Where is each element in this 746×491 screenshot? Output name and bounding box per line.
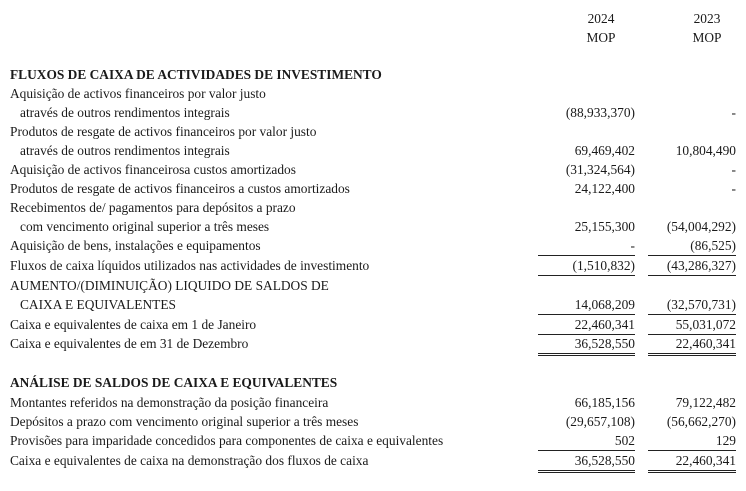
- value-2023: 22,460,341: [675, 453, 736, 468]
- value-2024: -: [630, 238, 635, 253]
- value-2024: 14,068,209: [574, 297, 635, 312]
- value-2024: 66,185,156: [574, 395, 635, 410]
- column-header-2023: [667, 9, 746, 47]
- currency-label: MOP: [692, 30, 722, 45]
- closing-balance-row: Caixa e equivalentes de em 31 de Dezembro 36,528,550 22,460,341: [10, 334, 736, 353]
- value-2023: 22,460,341: [675, 336, 736, 351]
- value-2024: (88,933,370): [565, 105, 635, 120]
- year-label: 2024: [587, 11, 615, 26]
- statement-row: Depósitos a prazo com vencimento original superior a três meses (29,657,108) (56,662,270): [10, 414, 736, 429]
- column-header-2024: [561, 9, 641, 47]
- value-2024: 25,155,300: [574, 219, 635, 234]
- value-2024: (31,324,564): [565, 162, 635, 177]
- opening-balance-row: Caixa e equivalentes de caixa em 1 de Janeiro 22,460,341 55,031,072: [10, 315, 736, 334]
- value-2024: 36,528,550: [574, 336, 635, 351]
- value-2023: (43,286,327): [666, 258, 736, 273]
- section-title-investing: FLUXOS DE CAIXA DE ACTIVIDADES DE INVESTIMENTO: [10, 67, 382, 82]
- value-2023: 55,031,072: [675, 317, 736, 332]
- currency-label: MOP: [586, 30, 616, 45]
- value-2024: (29,657,108): [565, 414, 635, 429]
- section-title-analysis: ANÁLISE DE SALDOS DE CAIXA E EQUIVALENTES: [10, 375, 338, 390]
- value-2024: (1,510,832): [572, 258, 635, 273]
- statement-row: Montantes referidos na demonstração da posição financeira 66,185,156 79,122,482: [10, 395, 736, 410]
- value-2023: 79,122,482: [675, 395, 736, 410]
- statement-row: Provisões para imparidade concedidos para componentes de caixa e equivalentes 502 129: [10, 431, 736, 450]
- total-row-analysis: Caixa e equivalentes de caixa na demonstração dos fluxos de caixa 36,528,550 22,460,341: [10, 451, 736, 470]
- value-2023: (86,525): [690, 238, 736, 253]
- statement-row: Produtos de resgate de activos financeiros a custos amortizados 24,122,400 -: [10, 181, 736, 196]
- value-2023: -: [731, 181, 736, 196]
- statement-row: com vencimento original superior a três meses 25,155,300 (54,004,292): [20, 219, 736, 234]
- statement-row: Produtos de resgate de activos financeiros por valor justo: [10, 124, 317, 139]
- statement-row: AUMENTO/(DIMINUIÇÃO) LIQUIDO DE SALDOS DE: [10, 278, 329, 293]
- value-2024: 502: [614, 433, 635, 448]
- value-2024: 24,122,400: [574, 181, 635, 196]
- value-2024: 36,528,550: [574, 453, 635, 468]
- statement-row: Aquisição de activos financeiros por valor justo: [10, 86, 266, 101]
- value-2023: -: [731, 105, 736, 120]
- net-change-row: CAIXA E EQUIVALENTES 14,068,209 (32,570,731): [10, 295, 736, 314]
- value-2023: 129: [715, 433, 736, 448]
- subtotal-row-investing: Fluxos de caixa líquidos utilizados nas actividades de investimento (1,510,832) (43,286,327): [10, 256, 736, 275]
- statement-row: através de outros rendimentos integrais 69,469,402 10,804,490: [20, 143, 736, 158]
- value-2024: 69,469,402: [574, 143, 635, 158]
- statement-row: Aquisição de bens, instalações e equipamentos - (86,525): [10, 236, 736, 255]
- value-2023: 10,804,490: [675, 143, 736, 158]
- value-2024: 22,460,341: [574, 317, 635, 332]
- value-2023: (32,570,731): [666, 297, 736, 312]
- statement-row: Recebimentos de/ pagamentos para depósitos a prazo: [10, 200, 296, 215]
- value-2023: (54,004,292): [666, 219, 736, 234]
- statement-row: através de outros rendimentos integrais (88,933,370) -: [20, 105, 736, 120]
- statement-row: Aquisição de activos financeirosa custos amortizados (31,324,564) -: [10, 162, 736, 177]
- year-label: 2023: [693, 11, 721, 26]
- value-2023: (56,662,270): [666, 414, 736, 429]
- value-2023: -: [731, 162, 736, 177]
